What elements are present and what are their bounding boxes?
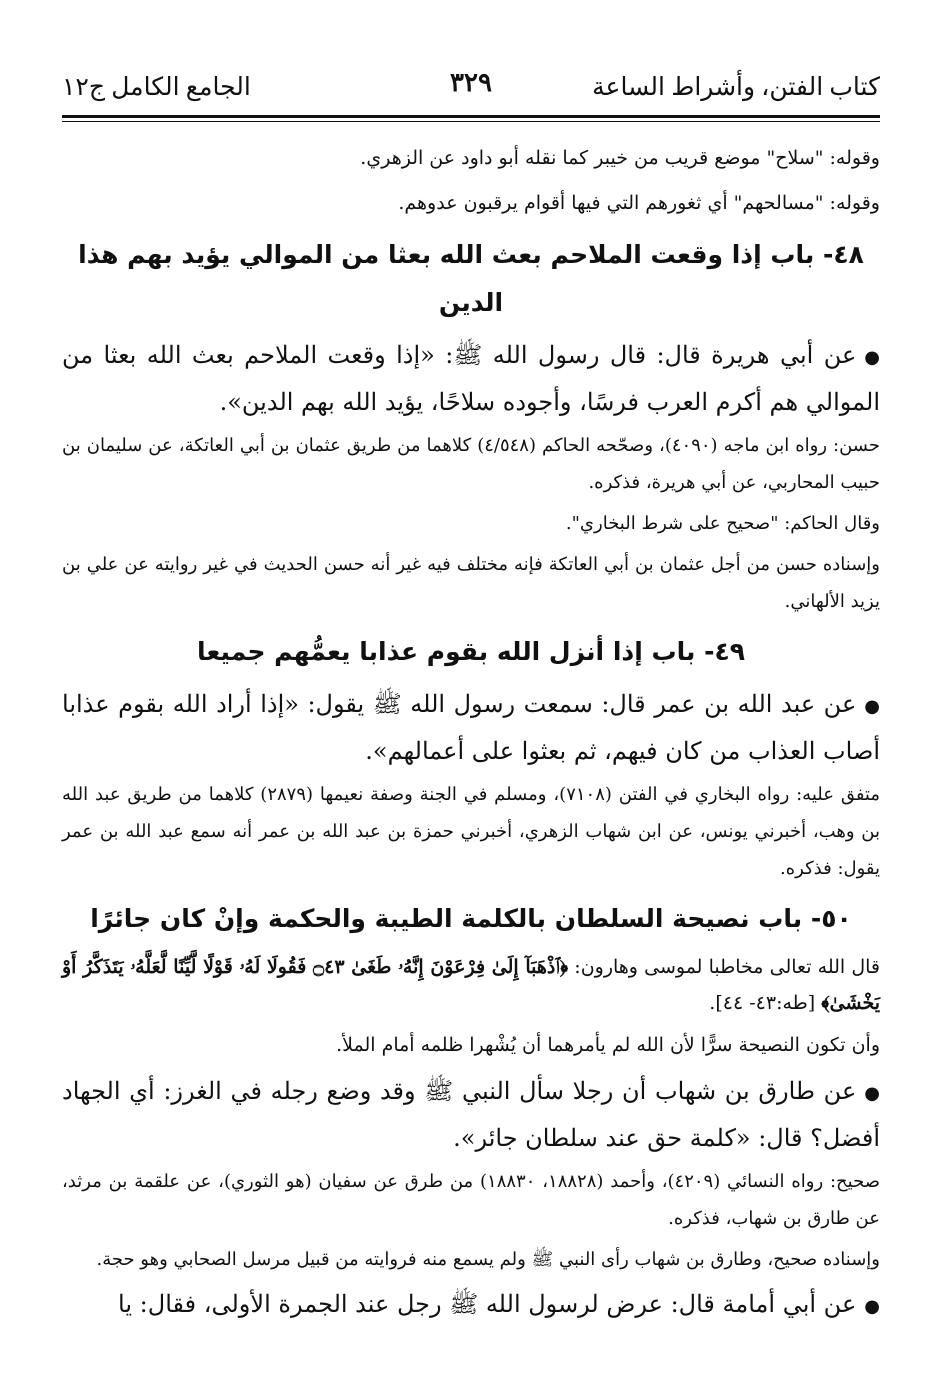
page-header bbox=[62, 66, 880, 106]
section-49-heading: ٤٩- باب إذا أنزل الله بقوم عذابا يعمُّهم جميعا bbox=[196, 637, 745, 666]
bullet-icon: ● bbox=[864, 347, 880, 368]
section-50-heading: ٥٠- باب نصيحة السلطان بالكلمة الطيبة والحكمة وإنْ كان جائرًا bbox=[90, 904, 852, 933]
section-48-hadith bbox=[62, 333, 880, 424]
section-49-hadith-text: عن عبد الله بن عمر قال: سمعت رسول الله ﷺ يقول: «إذا أراد الله بقوم عذابا أصاب العذاب من كان فيهم، ثم بعثوا على أعمالهم». bbox=[62, 690, 880, 765]
section-49-hadith bbox=[62, 682, 880, 773]
section-50-hadith-1 bbox=[62, 1069, 880, 1160]
page-body bbox=[62, 138, 880, 1332]
bullet-icon: ● bbox=[864, 696, 880, 717]
section-48-hakim: وقال الحاكم: "صحيح على شرط البخاري". bbox=[565, 513, 880, 534]
bullet-icon: ● bbox=[864, 1296, 880, 1317]
book-title: كتاب الفتن، وأشراط الساعة bbox=[592, 74, 880, 101]
header-rule-thin bbox=[62, 121, 880, 122]
section-50-hadith-2-text: عن أبي أمامة قال: عرض لرسول الله ﷺ رجل عند الجمرة الأولى، فقال: يا bbox=[118, 1290, 857, 1318]
section-50-secret-note: وأن تكون النصيحة سرًّا لأن الله لم يأمرهما أن يُشْهرا ظلمه أمام الملأ. bbox=[336, 1034, 880, 1056]
section-48-hadith-text: عن أبي هريرة قال: قال رسول الله ﷺ: «إذا وقعت الملاحم بعث الله بعثا من الموالي هم أكرم العرب فرسًا، وأجوده سلاحًا، يؤيد الله بهم الدين». bbox=[62, 341, 880, 416]
section-50-hadith-1-text: عن طارق بن شهاب أن رجلا سأل النبي ﷺ وقد وضع رجله في الغرز: أي الجهاد أفضل؟ قال: «كلمة حق عند سلطان جائر». bbox=[62, 1077, 880, 1152]
quran-reference: [طه:٤٣- ٤٤]. bbox=[709, 992, 816, 1014]
section-50-hadith-2 bbox=[62, 1282, 880, 1329]
section-48-isnad: وإسناده حسن من أجل عثمان بن أبي العاتكة فإنه مختلف فيه غير أنه حسن الحديث في غير روايته عن علي بن يزيد الألهاني. bbox=[62, 554, 880, 612]
bullet-icon: ● bbox=[864, 1083, 880, 1104]
page-number: ٣٢٩ bbox=[450, 68, 492, 97]
section-48-heading: ٤٨- باب إذا وقعت الملاحم بعث الله بعثا من الموالي يؤيد بهم هذا الدين bbox=[78, 240, 864, 317]
section-50-takhrij-1: صحيح: رواه النسائي (٤٢٠٩)، وأحمد (١٨٨٢٨، ١٨٨٣٠) من طرق عن سفيان (هو الثوري)، عن علقمة بن مرثد، عن طارق بن شهاب، فذكره. bbox=[62, 1171, 881, 1229]
quran-verse: ﴿ٱذْهَبَآ إِلَىٰ فِرْعَوْنَ إِنَّهُۥ طَغَىٰ ۝٤٣ فَقُولَا لَهُۥ قَوْلًا لَّيِّنًا لَّعَلَّهُۥ يَتَذَكَّرُ أَوْ يَخْشَىٰ﴾ bbox=[62, 956, 880, 1014]
note-masalih: وقوله: "مسالحهم" أي ثغورهم التي فيها أقوام يرقبون عدوهم. bbox=[398, 192, 880, 214]
running-head: الجامع الكامل ج١٢ bbox=[62, 74, 251, 101]
section-48-takhrij: حسن: رواه ابن ماجه (٤٠٩٠)، وصحّحه الحاكم (٤/٥٤٨) كلاهما من طريق عثمان بن أبي العاتكة، عن سليمان بن حبيب المحاربي، عن أبي هريرة، فذكره. bbox=[62, 435, 880, 493]
header-rule-thick bbox=[62, 115, 880, 118]
quran-intro: قال الله تعالى مخاطبا لموسى وهارون: bbox=[574, 956, 881, 978]
section-49-takhrij: متفق عليه: رواه البخاري في الفتن (٧١٠٨)، ومسلم في الجنة وصفة نعيمها (٢٨٧٩) كلاهما من طريق عبد الله بن وهب، أخبرني يونس، عن ابن شهاب الزهري، أخبرني حمزة بن عبد الله بن عمر أنه سمع عبد الله بن عمر يقول: فذكره. bbox=[62, 784, 881, 879]
section-50-isnad-1: وإسناده صحيح، وطارق بن شهاب رأى النبي ﷺ ولم يسمع منه فروايته من قبيل مرسل الصحابي وهو حجة. bbox=[96, 1249, 880, 1270]
section-50-quran bbox=[62, 949, 880, 1021]
note-silah: وقوله: "سلاح" موضع قريب من خيبر كما نقله أبو داود عن الزهري. bbox=[360, 147, 880, 169]
